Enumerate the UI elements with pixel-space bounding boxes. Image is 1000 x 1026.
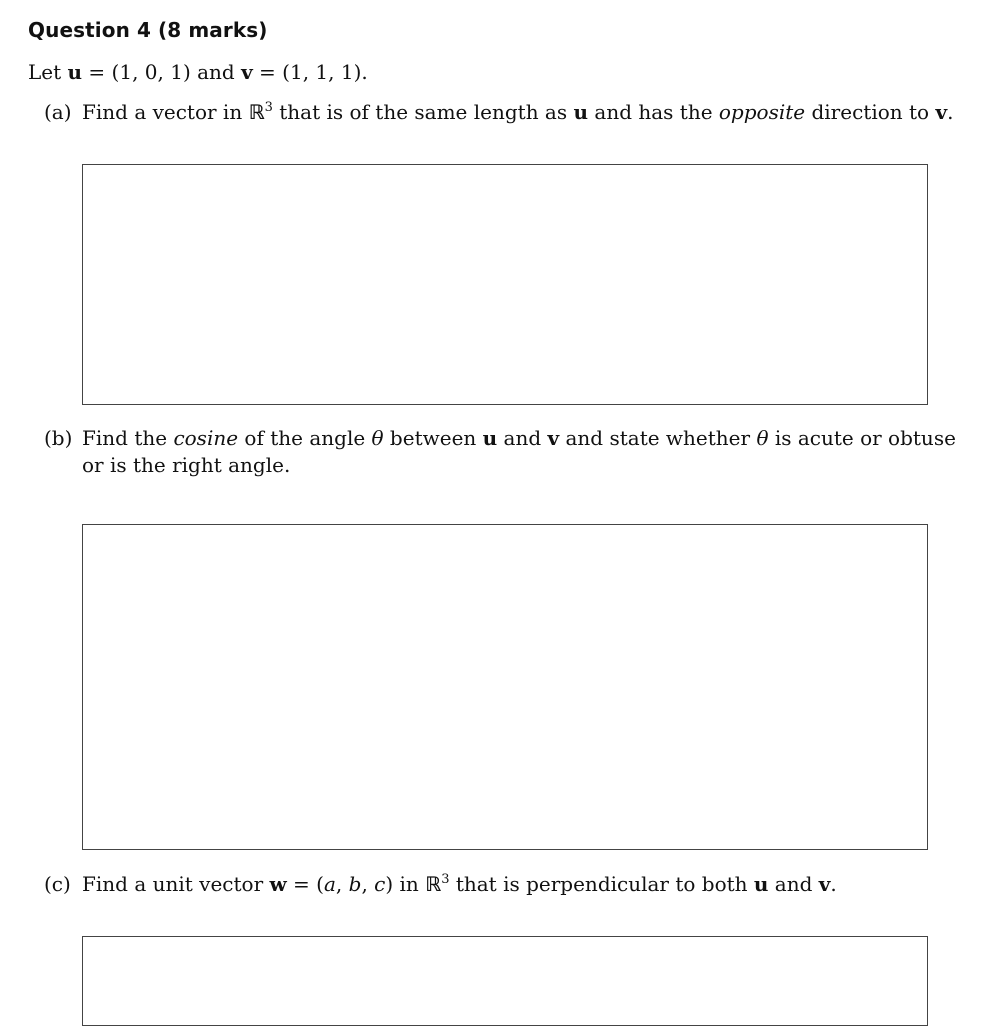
prompt-text: direction to bbox=[805, 100, 936, 124]
variable-b: b bbox=[348, 872, 362, 896]
part-a-label: (a) bbox=[44, 100, 72, 124]
prompt-text: is acute or obtuse bbox=[768, 426, 956, 450]
part-b-prompt-line2: or is the right angle. bbox=[82, 453, 291, 477]
prompt-text: = ( bbox=[286, 872, 324, 896]
intro-text: = (1, 1, 1). bbox=[252, 60, 368, 84]
vector-v: v bbox=[547, 426, 560, 450]
prompt-text: and bbox=[768, 872, 819, 896]
prompt-text: of the angle bbox=[238, 426, 372, 450]
prompt-text: . bbox=[947, 100, 954, 124]
vector-u: u bbox=[67, 60, 83, 84]
answer-box-b[interactable] bbox=[82, 524, 928, 850]
question-heading: Question 4 (8 marks) bbox=[28, 18, 268, 42]
theta-symbol: θ bbox=[371, 426, 384, 450]
part-b-prompt bbox=[44, 424, 956, 452]
prompt-text: . bbox=[830, 872, 837, 896]
theta-symbol: θ bbox=[756, 426, 769, 450]
prompt-text: and state whether bbox=[559, 426, 757, 450]
variable-a: a bbox=[323, 872, 336, 896]
intro-text: = (1, 0, 1) and bbox=[82, 60, 242, 84]
exponent: 3 bbox=[441, 872, 450, 887]
intro-text: Let bbox=[28, 60, 68, 84]
vector-u: u bbox=[573, 100, 589, 124]
answer-box-a[interactable] bbox=[82, 164, 928, 405]
part-a-prompt bbox=[44, 98, 953, 126]
prompt-text: Find a unit vector bbox=[82, 872, 270, 896]
prompt-text: Find a vector in bbox=[82, 100, 249, 124]
vector-u: u bbox=[753, 872, 769, 896]
emphasis-text: cosine bbox=[173, 426, 239, 450]
vector-w: w bbox=[269, 872, 287, 896]
prompt-text: that is of the same length as bbox=[272, 100, 574, 124]
prompt-text: , bbox=[335, 872, 349, 896]
prompt-text: and has the bbox=[588, 100, 719, 124]
exponent: 3 bbox=[264, 100, 273, 115]
vector-v: v bbox=[241, 60, 253, 84]
emphasis-text: opposite bbox=[718, 100, 806, 124]
vector-v: v bbox=[818, 872, 831, 896]
part-b-label: (b) bbox=[44, 426, 73, 450]
vector-v: v bbox=[935, 100, 948, 124]
prompt-text: and bbox=[497, 426, 548, 450]
prompt-text: that is perpendicular to both bbox=[449, 872, 754, 896]
prompt-text: Find the bbox=[82, 426, 174, 450]
part-c-prompt bbox=[44, 870, 837, 898]
reals-symbol: ℝ bbox=[248, 100, 265, 124]
vector-u: u bbox=[482, 426, 498, 450]
prompt-text: ) in bbox=[385, 872, 426, 896]
question-intro bbox=[28, 58, 368, 86]
reals-symbol: ℝ bbox=[425, 872, 442, 896]
prompt-text: , bbox=[361, 872, 375, 896]
part-c-label: (c) bbox=[44, 872, 71, 896]
prompt-text: between bbox=[383, 426, 483, 450]
variable-c: c bbox=[374, 872, 386, 896]
